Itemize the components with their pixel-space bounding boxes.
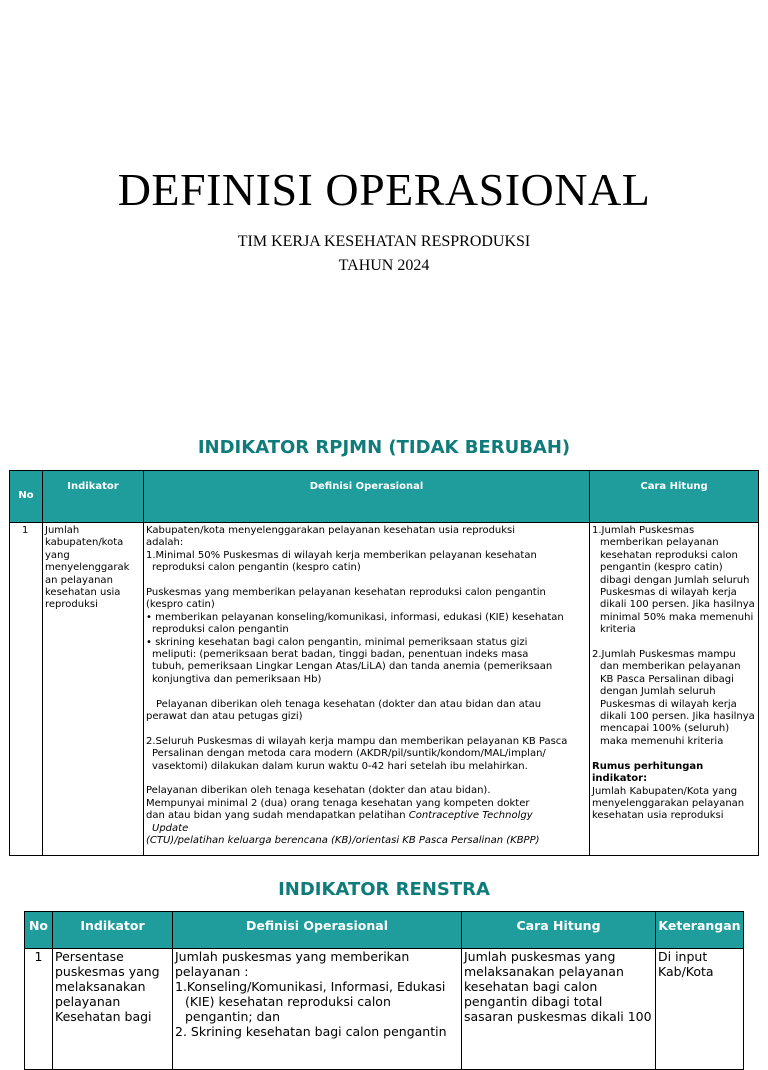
def-line: Persalinan dengan metoda cara modern (AKDR/pil/suntik/kondom/MAL/implan/: [152, 748, 546, 760]
page-title: DEFINISI OPERASIONAL: [117, 164, 651, 215]
rumus-text: Jumlah Kabupaten/Kota yang menyelenggarakan pelayanan kesehatan usia reproduksi: [592, 785, 745, 822]
def-line: 2. Skrining kesehatan bagi calon pengantin: [175, 1024, 447, 1039]
def-line: 2.Seluruh Puskesmas di wilayah kerja mampu dan memberikan pelayanan KB Pasca: [146, 735, 568, 747]
def-line: Update: [152, 822, 189, 834]
header-cara-hitung: Cara Hitung: [590, 471, 759, 523]
def-bullet: • memberikan pelayanan konseling/komunikasi, informasi, edukasi (KIE) kesehatan: [146, 611, 564, 623]
section-heading-rpjmn: INDIKATOR RPJMN (TIDAK BERUBAH): [197, 437, 571, 458]
rpjmn-table: [9, 470, 759, 856]
renstra-table: [24, 911, 744, 1070]
table-row: [10, 523, 759, 856]
def-line: reproduksi calon pengantin: [152, 624, 289, 636]
def-line: 1.Minimal 50% Puskesmas di wilayah kerja memberikan pelayanan kesehatan: [146, 549, 537, 561]
table-row: [25, 949, 744, 1070]
header-definisi: Definisi Operasional: [173, 912, 462, 949]
def-line: perawat dan atau petugas gizi): [146, 711, 303, 723]
def-line: vasektomi) dilakukan dalam kurun waktu 0-42 hari setelah ibu melahirkan.: [152, 760, 528, 772]
subtitle-team: TIM KERJA KESEHATAN RESPRODUKSI: [237, 233, 531, 250]
row-cara-hitung: [590, 523, 759, 856]
def-line: (kespro catin): [146, 599, 215, 611]
cara-item: 1.Jumlah Puskesmas memberikan pelayanan kesehatan reproduksi calon pengantin (kespro catin) dibagi dengan Jumlah seluruh Puskesmas di wilayah kerja dikali 100 persen. Jika hasilnya minimal 50% maka memenuhi kriteria: [592, 525, 755, 636]
header-no: No: [10, 471, 43, 523]
def-line: [146, 810, 587, 822]
subtitle-year: TAHUN 2024: [338, 257, 430, 274]
def-line: Mempunyai minimal 2 (dua) orang tenaga kesehatan yang kompeten dokter: [146, 797, 530, 809]
def-line: Pelayanan diberikan oleh tenaga kesehatan (dokter dan atau bidan).: [146, 785, 491, 797]
def-line: Puskesmas yang memberikan pelayanan kesehatan reproduksi calon pengantin: [146, 587, 546, 599]
def-line: (CTU)/pelatihan keluarga berencana (KB)/orientasi KB Pasca Persalinan (KBPP): [146, 835, 540, 847]
row-keterangan: Di input Kab/Kota: [656, 949, 744, 1070]
def-line: Pelayanan diberikan oleh tenaga kesehatan (dokter dan atau bidan dan atau: [156, 698, 542, 710]
def-text: dan atau bidan yang sudah mendapatkan pelatihan: [146, 810, 409, 822]
def-bullet: • skrining kesehatan bagi calon pengantin, minimal pemeriksaan status gizi: [146, 636, 528, 648]
def-line: konjungtiva dan pemeriksaan Hb): [152, 673, 322, 685]
header-indikator: Indikator: [43, 471, 144, 523]
def-line: tubuh, pemeriksaan Lingkar Lengan Atas/LiLA) dan tanda anemia (pemeriksaan: [152, 661, 553, 673]
header-indikator: Indikator: [53, 912, 173, 949]
cara-item: 2.Jumlah Puskesmas mampu dan memberikan pelayanan KB Pasca Persalinan dibagi dengan Jumlah seluruh Puskesmas di wilayah kerja dikali 100 persen. Jika hasilnya mencapai 100% (seluruh) maka memenuhi kriteria: [592, 649, 755, 747]
row-definisi: [144, 523, 590, 856]
rumus-title: Rumus perhitungan indikator:: [592, 760, 704, 785]
table-header-row: [10, 471, 759, 523]
table-header-row: [25, 912, 744, 949]
row-indikator: Persentase puskesmas yang melaksanakan pelayanan Kesehatan bagi: [53, 949, 173, 1070]
def-line: Kabupaten/kota menyelenggarakan pelayanan kesehatan usia reproduksi: [146, 525, 516, 536]
row-no: 1: [25, 949, 53, 1070]
def-line: (KIE) kesehatan reproduksi calon pengantin; dan: [185, 994, 391, 1024]
row-indikator: Jumlah kabupaten/kota yang menyelenggarak an pelayanan kesehatan usia reproduksi: [43, 523, 144, 856]
row-cara-hitung: Jumlah puskesmas yang melaksanakan pelayanan kesehatan bagi calon pengantin dibagi total sasaran puskesmas dikali 100: [462, 949, 656, 1070]
row-no: 1: [10, 523, 43, 856]
def-line: reproduksi calon pengantin (kespro catin): [152, 562, 361, 574]
section-heading-renstra: INDIKATOR RENSTRA: [278, 879, 490, 900]
def-line: meliputi: (pemeriksaan berat badan, tinggi badan, penentuan indeks masa: [152, 649, 529, 661]
header-no: No: [25, 912, 53, 949]
def-text-italic: Contraceptive Technolgy: [408, 810, 533, 822]
def-line: adalah:: [146, 537, 184, 549]
header-definisi: Definisi Operasional: [144, 471, 590, 523]
header-cara-hitung: Cara Hitung: [462, 912, 656, 949]
def-line: 1.Konseling/Komunikasi, Informasi, Edukasi: [175, 979, 446, 994]
header-keterangan: Keterangan: [656, 912, 744, 949]
row-definisi: [173, 949, 462, 1070]
def-line: Jumlah puskesmas yang memberikan pelayanan :: [175, 949, 410, 979]
